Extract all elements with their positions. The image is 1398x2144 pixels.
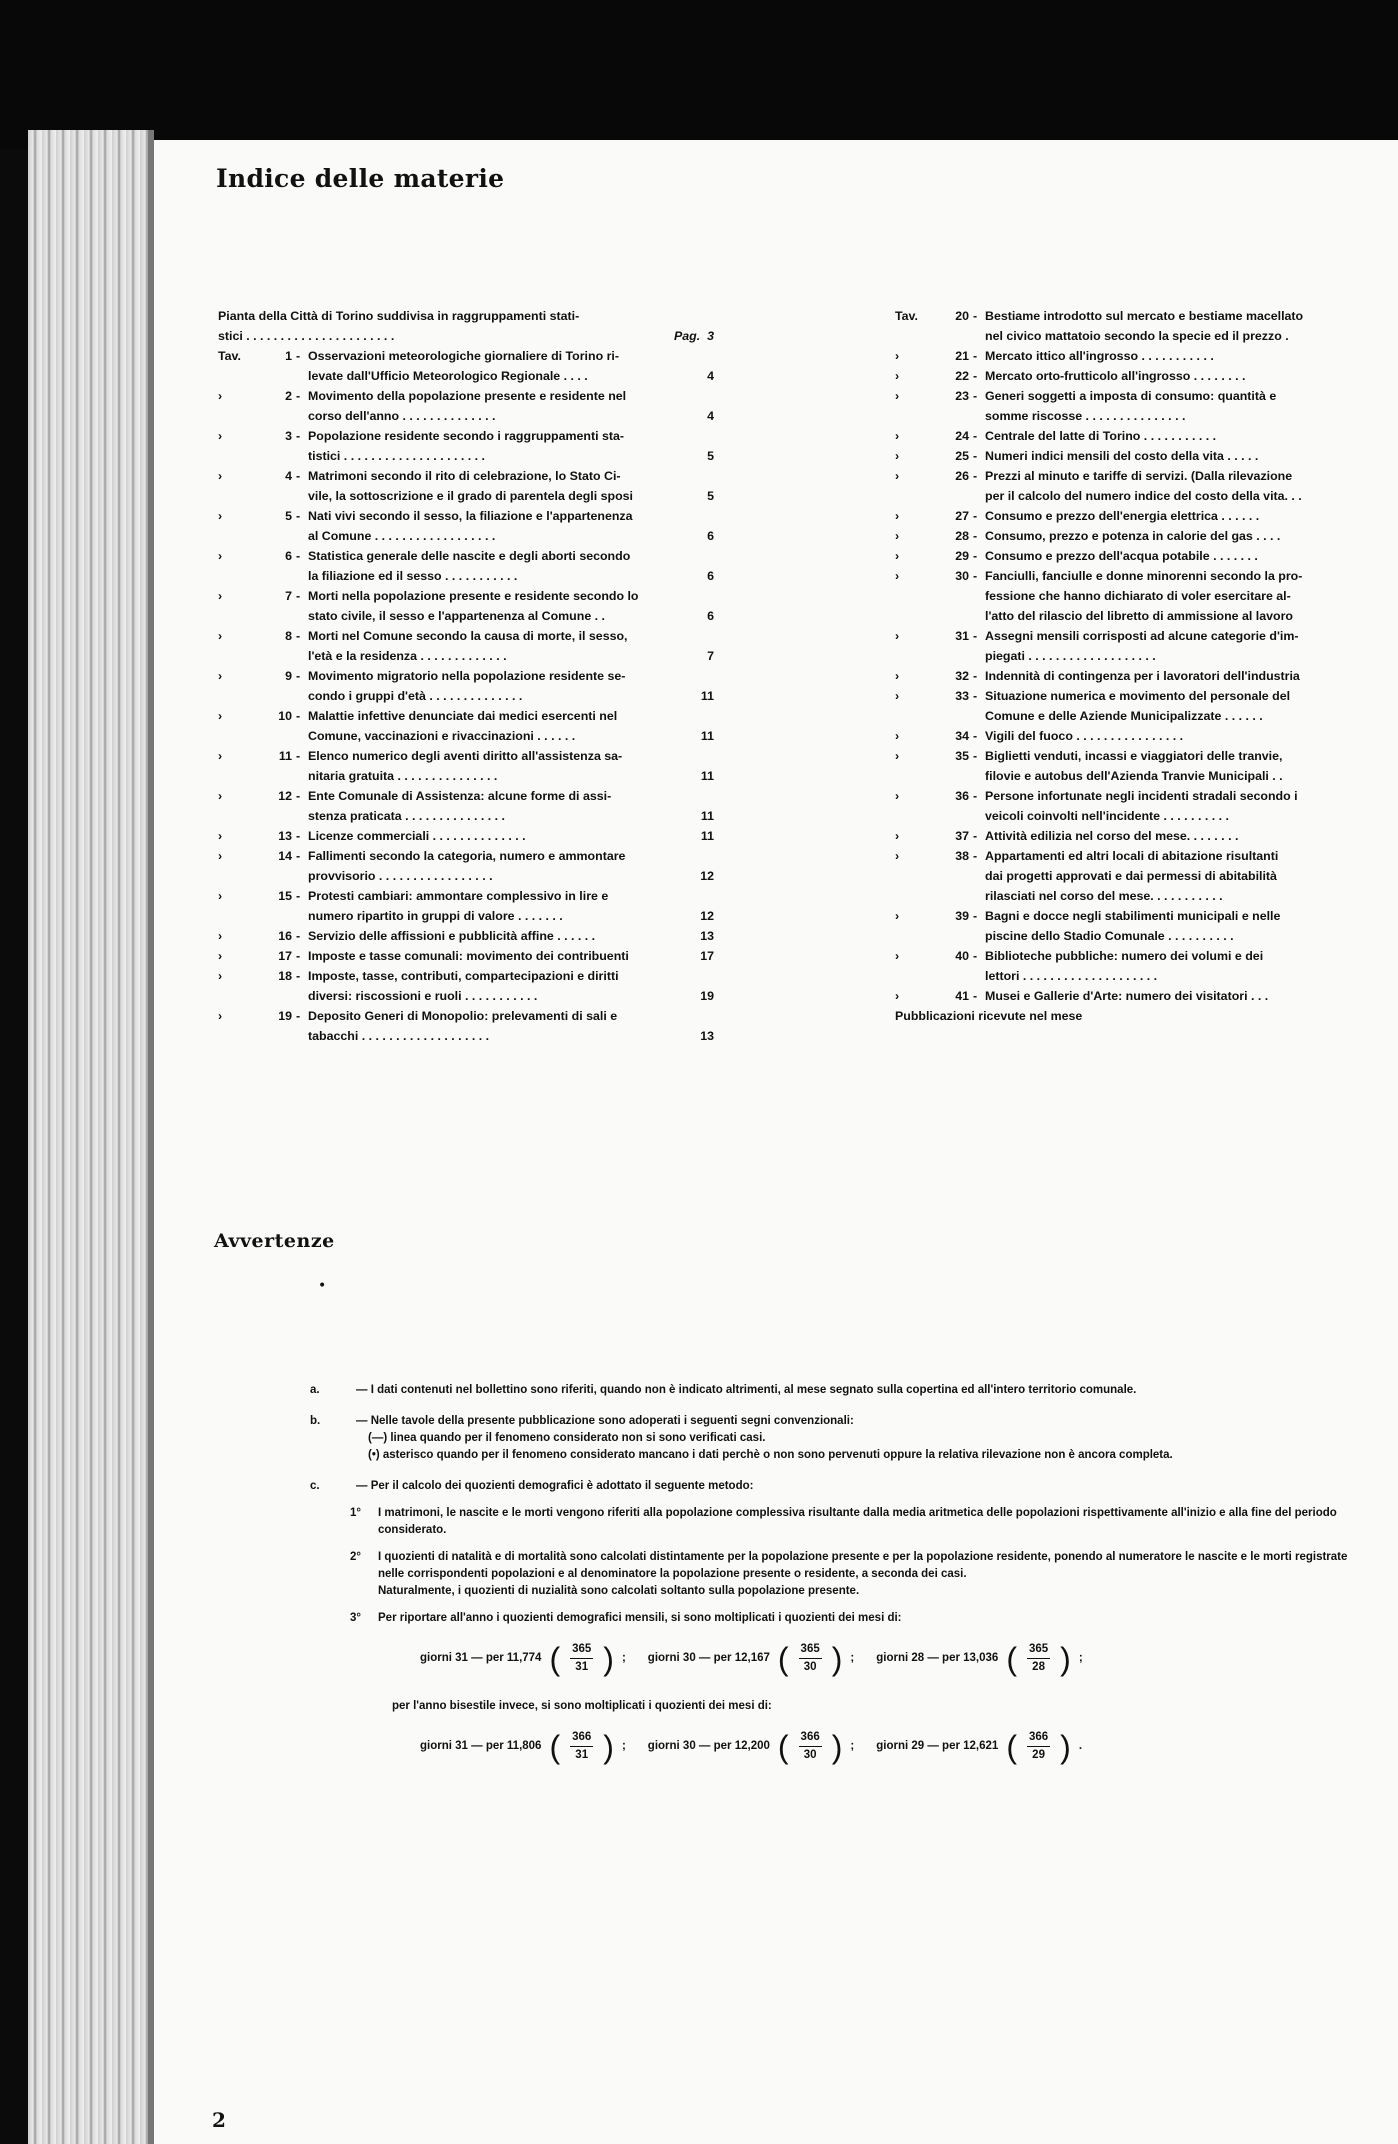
formula-fraction: $\frac{366}{31}$ — [572, 1731, 592, 1761]
formula-label: giorni 31 — per 11,774 — [420, 1652, 542, 1664]
toc-entry: › 5 - Nati vivi secondo il sesso, la filiazione e l'appartenenza al Comune . . . . . . . . . . . . . . . . . . 6 — [218, 506, 714, 546]
toc-tav-label: › — [895, 909, 900, 923]
toc-table-number: 10 — [278, 709, 292, 723]
toc-entry: › 37 - Attività edilizia nel corso del mese. . . . . . . . — [895, 826, 1398, 846]
toc-table-number: 13 — [278, 829, 292, 843]
toc-entry: › 11 - Elenco numerico degli aventi diritto all'assistenza sa- nitaria gratuita . . . . . . . . . . . . . . . 11 — [218, 746, 714, 786]
toc-table-number: 16 — [278, 929, 292, 943]
toc-entry-title: Imposte, tasse, contributi, compartecipazioni e diritti diversi: riscossioni e ruoli . . . . . . . . . . . — [308, 969, 619, 1003]
toc-tav-label: › — [895, 949, 900, 963]
toc-entry-title: Movimento della popolazione presente e residente nel corso dell'anno . . . . . . . . . . . . . . — [308, 389, 627, 423]
toc-table-number: 36 — [955, 789, 969, 803]
toc-table-number: 18 — [278, 969, 292, 983]
toc-right-column — [895, 306, 1398, 1026]
toc-tav-label: › — [218, 829, 223, 843]
toc-footer: Pubblicazioni ricevute nel mese — [895, 1009, 1083, 1023]
toc-entry: › 21 - Mercato ittico all'ingrosso . . . . . . . . . . . — [895, 346, 1398, 366]
toc-entry-title: Situazione numerica e movimento del personale del Comune e delle Aziende Municipalizzate . . . . . . — [985, 689, 1291, 723]
toc-entry: › 17 - Imposte e tasse comunali: movimento dei contribuenti 17 — [218, 946, 714, 966]
toc-entry: › 22 - Mercato orto-frutticolo all'ingrosso . . . . . . . . — [895, 366, 1398, 386]
toc-table-number: 24 — [955, 429, 969, 443]
toc-tav-label: › — [895, 509, 900, 523]
toc-entry-title: Nati vivi secondo il sesso, la filiazione e l'appartenenza al Comune . . . . . . . . . . . . . . . . . . — [308, 509, 633, 543]
avvertenze-title: Avvertenze — [214, 1230, 335, 1252]
toc-entry: › 28 - Consumo, prezzo e potenza in calorie del gas . . . . — [895, 526, 1398, 546]
toc-table-number: 14 — [278, 849, 292, 863]
toc-tav-label: › — [218, 549, 223, 563]
scan-dark-edge — [0, 0, 28, 2144]
toc-entry-title: Biglietti venduti, incassi e viaggiatori delle tranvie, filovie e autobus dell'Azienda Tranvie Municipali . . — [985, 749, 1283, 783]
toc-entry-title: Popolazione residente secondo i raggruppamenti sta- tistici . . . . . . . . . . . . . . . . . . . . . — [308, 429, 625, 463]
toc-table-number: 4 — [285, 469, 292, 483]
toc-table-number: 40 — [955, 949, 969, 963]
toc-table-number: 5 — [285, 509, 292, 523]
toc-entry: › 24 - Centrale del latte di Torino . . . . . . . . . . . — [895, 426, 1398, 446]
toc-entry: › 15 - Protesti cambiari: ammontare complessivo in lire e numero ripartito in gruppi di valore . . . . . . . 12 — [218, 886, 714, 926]
formula-label: giorni 29 — per 12,621 — [876, 1740, 999, 1752]
toc-entry-title: Assegni mensili corrisposti ad alcune categorie d'im- piegati . . . . . . . . . . . . . . . . . . . — [985, 629, 1299, 663]
toc-entry: › 4 - Matrimoni secondo il rito di celebrazione, lo Stato Ci- vile, la sottoscrizione e il grado di parentela degli sposi 5 — [218, 466, 714, 506]
toc-entry-title: Malattie infettive denunciate dai medici esercenti nel Comune, vaccinazioni e rivaccinazioni . . . . . . — [308, 709, 618, 743]
formula-label: giorni 30 — per 12,200 — [647, 1740, 770, 1752]
toc-page-number: 11 — [700, 729, 714, 743]
toc-entry: › 7 - Morti nella popolazione presente e residente secondo lo stato civile, il sesso e l'appartenenza al Comune . . 6 — [218, 586, 714, 626]
formula-label: giorni 30 — per 12,167 — [647, 1652, 770, 1664]
formula-label: giorni 31 — per 11,806 — [420, 1740, 542, 1752]
toc-tav-label: › — [218, 949, 223, 963]
toc-table-number: 37 — [955, 829, 969, 843]
toc-entry: › 38 - Appartamenti ed altri locali di abitazione risultanti dai progetti approvati e dai permessi di abitabilità rilasciati nel corso del mese. . . . . . . . . . . — [895, 846, 1398, 906]
toc-tav-label: › — [895, 449, 900, 463]
bisestile-note: per l'anno bisestile invece, si sono moltiplicati i quozienti dei mesi di: — [392, 1700, 772, 1712]
toc-table-number: 23 — [955, 389, 969, 403]
toc-entry: › 33 - Situazione numerica e movimento del personale del Comune e delle Aziende Municipalizzate . . . . . . — [895, 686, 1398, 726]
toc-entry: › 31 - Assegni mensili corrisposti ad alcune categorie d'im- piegati . . . . . . . . . . . . . . . . . . . — [895, 626, 1398, 666]
toc-entry-title: Consumo e prezzo dell'energia elettrica . . . . . . — [985, 509, 1260, 523]
toc-left-list — [218, 346, 714, 1046]
toc-entry: › 14 - Fallimenti secondo la categoria, numero e ammontare provvisorio . . . . . . . . . . . . . . . . . 12 — [218, 846, 714, 886]
toc-table-number: 2 — [285, 389, 292, 403]
toc-entry: › 8 - Morti nel Comune secondo la causa di morte, il sesso, l'età e la residenza . . . . . . . . . . . . . 7 — [218, 626, 714, 666]
toc-entry-title: Appartamenti ed altri locali di abitazione risultanti dai progetti approvati e dai permessi di abitabilità rilasciati nel corso del mese. . . . . . . . . . . — [985, 849, 1279, 903]
note-b: b. — Nelle tavole della presente pubblicazione sono adoperati i seguenti segni convenzionali: (—) linea quando per il fenomeno considerato non si sono verificati casi. (•) asterisco quando per il fenomeno considerato mancano i dati perchè o non sono pervenuti oppure la relativa rilevazione non è ancora completa. — [310, 1415, 1173, 1461]
toc-tav-label: › — [895, 629, 900, 643]
toc-table-number: 38 — [955, 849, 969, 863]
toc-entry-title: Imposte e tasse comunali: movimento dei contribuenti — [308, 949, 629, 963]
toc-entry-title: Fallimenti secondo la categoria, numero e ammontare provvisorio . . . . . . . . . . . . . . . . . — [308, 849, 626, 883]
page-number: 2 — [212, 2108, 226, 2132]
toc-entry: Tav. 20 - Bestiame introdotto sul mercato e bestiame macellato nel civico mattatoio secondo la specie ed il prezzo . — [895, 306, 1398, 346]
toc-table-number: 3 — [285, 429, 292, 443]
toc-right-list — [895, 306, 1398, 1006]
toc-entry: › 27 - Consumo e prezzo dell'energia elettrica . . . . . . — [895, 506, 1398, 526]
toc-entry-title: Licenze commerciali . . . . . . . . . . . . . . — [308, 829, 526, 843]
toc-tav-label: › — [218, 509, 223, 523]
note-c-point-2: 2° I quozienti di natalità e di mortalità sono calcolati distintamente per la popolazione presente e per la popolazione residente, ponendo al numeratore le nascite e le morti registrate nelle corrispondenti popolazioni e al denominatore la popolazione presente o residente, a seconda dei casi. Naturalmente, i quozienti di nuzialità sono calcolati soltanto sulla popolazione presente. — [350, 1551, 1348, 1597]
formula-leap-year: giorni 31 — per 11,806 ( $\frac{366}{31}$ ) ; giorni 30 — per 12,200 ( $\frac{366}{30}$ ) ; giorni 29 — per 12,621 ( $\frac{366}{29}$ ) . — [420, 1728, 1083, 1765]
toc-entry-title: Statistica generale delle nascite e degli aborti secondo la filiazione ed il sesso . . . . . . . . . . . — [308, 549, 631, 583]
toc-table-number: 7 — [285, 589, 292, 603]
toc-page-number: 5 — [707, 489, 714, 503]
avvertenze-notes — [310, 1382, 1350, 1792]
toc-entry: › 2 - Movimento della popolazione presente e residente nel corso dell'anno . . . . . . . . . . . . . . 4 — [218, 386, 714, 426]
toc-tav-label: › — [895, 349, 900, 363]
toc-page-number: 6 — [707, 609, 714, 623]
toc-tav-label: › — [218, 1009, 223, 1023]
toc-table-number: 32 — [955, 669, 969, 683]
toc-table-number: 34 — [955, 729, 969, 743]
toc-page-number: 17 — [700, 949, 714, 963]
toc-page-number: 13 — [700, 929, 714, 943]
formula-normal-year: giorni 31 — per 11,774 ( $\frac{365}{31}$ ) ; giorni 30 — per 12,167 ( $\frac{365}{30}$ ) ; giorni 28 — per 13,036 ( $\frac{365}{28}$ ) ; — [420, 1640, 1083, 1677]
toc-tav-label: › — [895, 829, 900, 843]
toc-page-number: 11 — [700, 829, 714, 843]
toc-entry: › 36 - Persone infortunate negli incidenti stradali secondo i veicoli coinvolti nell'incidente . . . . . . . . . . — [895, 786, 1398, 826]
toc-tav-label: › — [218, 589, 223, 603]
toc-entry-title: Numeri indici mensili del costo della vita . . . . . — [985, 449, 1259, 463]
toc-entry: › 10 - Malattie infettive denunciate dai medici esercenti nel Comune, vaccinazioni e rivaccinazioni . . . . . . 11 — [218, 706, 714, 746]
toc-table-number: 29 — [955, 549, 969, 563]
toc-entry: › 18 - Imposte, tasse, contributi, compartecipazioni e diritti diversi: riscossioni e ruoli . . . . . . . . . . . 19 — [218, 966, 714, 1006]
bullet-dot: • — [318, 1278, 327, 1294]
toc-table-number: 39 — [955, 909, 969, 923]
toc-entry: › 3 - Popolazione residente secondo i raggruppamenti sta- tistici . . . . . . . . . . . . . . . . . . . . . 5 — [218, 426, 714, 466]
toc-page-number: 4 — [707, 369, 714, 383]
toc-left-column — [218, 306, 714, 1046]
toc-entry-title: Bagni e docce negli stabilimenti municipali e nelle piscine dello Stadio Comunale . . . . . . . . . . — [985, 909, 1281, 943]
toc-entry-title: Persone infortunate negli incidenti stradali secondo i veicoli coinvolti nell'incidente . . . . . . . . . . — [985, 789, 1298, 823]
note-c-point-1: 1° I matrimoni, le nascite e le morti vengono riferiti alla popolazione complessiva risultante dalla media aritmetica delle popolazioni rispettivamente all'inizio e alla fine del periodo considerato. — [350, 1507, 1337, 1536]
formula-label: giorni 28 — per 13,036 — [876, 1652, 999, 1664]
toc-table-number: 21 — [955, 349, 969, 363]
toc-entry-title: Consumo, prezzo e potenza in calorie del gas . . . . — [985, 529, 1281, 543]
toc-entry: › 41 - Musei e Gallerie d'Arte: numero dei visitatori . . . — [895, 986, 1398, 1006]
toc-entry: › 34 - Vigili del fuoco . . . . . . . . . . . . . . . . — [895, 726, 1398, 746]
toc-entry-title: Fanciulli, fanciulle e donne minorenni secondo la pro- fessione che hanno dichiarato di voler esercitare al- l'atto del rilascio del libretto di ammissione al lavoro — [985, 569, 1303, 623]
toc-table-number: 11 — [278, 749, 292, 763]
toc-table-number: 22 — [955, 369, 969, 383]
toc-entry: › 30 - Fanciulli, fanciulle e donne minorenni secondo la pro- fessione che hanno dichiarato di voler esercitare al- l'atto del rilascio del libretto di ammissione al lavoro — [895, 566, 1398, 626]
toc-page-number: 13 — [700, 1029, 714, 1043]
toc-tav-label: › — [218, 929, 223, 943]
toc-tav-label: › — [895, 529, 900, 543]
toc-entry: › 35 - Biglietti venduti, incassi e viaggiatori delle tranvie, filovie e autobus dell'Azienda Tranvie Municipali . . — [895, 746, 1398, 786]
page-stack-edges — [28, 130, 148, 2144]
toc-tav-label: › — [218, 849, 223, 863]
toc-entry-title: Movimento migratorio nella popolazione residente se- condo i gruppi d'età . . . . . . . . . . . . . . — [308, 669, 626, 703]
toc-entry-title: Protesti cambiari: ammontare complessivo in lire e numero ripartito in gruppi di valore . . . . . . . — [308, 889, 609, 923]
toc-tav-label: › — [218, 389, 223, 403]
toc-table-number: 8 — [285, 629, 292, 643]
toc-entry-title: Bestiame introdotto sul mercato e bestiame macellato nel civico mattatoio secondo la specie ed il prezzo . — [985, 309, 1304, 343]
toc-tav-label: › — [218, 469, 223, 483]
toc-page-number: 11 — [700, 809, 714, 823]
toc-entry-title: Musei e Gallerie d'Arte: numero dei visitatori . . . — [985, 989, 1269, 1003]
scan-dark-border — [0, 0, 1398, 150]
toc-tav-label: › — [895, 549, 900, 563]
toc-entry-title: Morti nella popolazione presente e residente secondo lo stato civile, il sesso e l'appartenenza al Comune . . — [308, 589, 639, 623]
toc-entry-title: Attività edilizia nel corso del mese. . . . . . . . — [985, 829, 1239, 843]
toc-entry-title: Mercato ittico all'ingrosso . . . . . . . . . . . — [985, 349, 1214, 363]
toc-entry-title: Elenco numerico degli aventi diritto all'assistenza sa- nitaria gratuita . . . . . . . . . . . . . . . — [308, 749, 623, 783]
toc-entry-title: Osservazioni meteorologiche giornaliere di Torino ri- levate dall'Ufficio Meteorologico Regionale . . . . — [308, 349, 619, 383]
toc-entry-title: Prezzi al minuto e tariffe di servizi. (Dalla rilevazione per il calcolo del numero indice del costo della vita. . . — [985, 469, 1302, 503]
toc-entry: › 6 - Statistica generale delle nascite e degli aborti secondo la filiazione ed il sesso . . . . . . . . . . . 6 — [218, 546, 714, 586]
toc-entry-title: Mercato orto-frutticolo all'ingrosso . . . . . . . . — [985, 369, 1246, 383]
toc-entry: › 25 - Numeri indici mensili del costo della vita . . . . . — [895, 446, 1398, 466]
toc-table-number: 15 — [278, 889, 292, 903]
toc-table-number: 19 — [278, 1009, 292, 1023]
formula-fraction: $\frac{365}{31}$ — [572, 1643, 592, 1673]
toc-footer-row — [895, 1006, 1398, 1026]
toc-table-number: 1 — [285, 349, 292, 363]
toc-entry: › 40 - Biblioteche pubbliche: numero dei volumi e dei lettori . . . . . . . . . . . . . . . . . . . . — [895, 946, 1398, 986]
toc-entry: › 19 - Deposito Generi di Monopolio: prelevamenti di sali e tabacchi . . . . . . . . . . . . . . . . . . . 13 — [218, 1006, 714, 1046]
toc-entry-title: Consumo e prezzo dell'acqua potabile . . . . . . . — [985, 549, 1258, 563]
toc-entry-title: Vigili del fuoco . . . . . . . . . . . . . . . . — [985, 729, 1184, 743]
toc-entry: › 9 - Movimento migratorio nella popolazione residente se- condo i gruppi d'età . . . . . . . . . . . . . . 11 — [218, 666, 714, 706]
toc-page-number: 12 — [700, 869, 714, 883]
toc-tav-label: › — [895, 989, 900, 1003]
toc-page-number: 11 — [700, 769, 714, 783]
toc-intro-row — [218, 306, 714, 346]
formula-fraction: $\frac{366}{29}$ — [1028, 1731, 1049, 1761]
toc-page-number: 4 — [707, 409, 714, 423]
toc-entry-title: Generi soggetti a imposta di consumo: quantità e somme riscosse . . . . . . . . . . . . . . . — [985, 389, 1277, 423]
toc-table-number: 33 — [955, 689, 969, 703]
toc-entry: Tav. 1 - Osservazioni meteorologiche giornaliere di Torino ri- levate dall'Ufficio Meteorologico Regionale . . . . 4 — [218, 346, 714, 386]
toc-tav-label: › — [895, 849, 900, 863]
toc-table-number: 35 — [955, 749, 969, 763]
toc-tav-label: › — [895, 469, 900, 483]
toc-tav-label: › — [895, 729, 900, 743]
toc-page-number: 5 — [707, 449, 714, 463]
toc-page-number: 19 — [700, 989, 714, 1003]
toc-table-number: 26 — [955, 469, 969, 483]
toc-tav-label: › — [895, 689, 900, 703]
toc-table-number: 27 — [955, 509, 969, 523]
toc-tav-label: › — [218, 889, 223, 903]
toc-table-number: 31 — [955, 629, 969, 643]
toc-page-number: 6 — [707, 529, 714, 543]
toc-tav-label: › — [218, 969, 223, 983]
toc-table-number: 20 — [955, 309, 969, 323]
toc-tav-label: › — [895, 569, 900, 583]
toc-entry-title: Indennità di contingenza per i lavoratori dell'industria — [985, 669, 1300, 683]
page-title: Indice delle materie — [216, 164, 505, 193]
toc-entry-title: Biblioteche pubbliche: numero dei volumi e dei lettori . . . . . . . . . . . . . . . . . . . . — [985, 949, 1264, 983]
toc-table-number: 41 — [955, 989, 969, 1003]
toc-tav-label: › — [895, 369, 900, 383]
toc-page-number: 11 — [700, 689, 714, 703]
toc-entry: › 26 - Prezzi al minuto e tariffe di servizi. (Dalla rilevazione per il calcolo del numero indice del costo della vita. . . — [895, 466, 1398, 506]
toc-tav-label: › — [895, 389, 900, 403]
toc-pag-label: Pag. 3 — [674, 329, 714, 343]
toc-intro-text: Pianta della Città di Torino suddivisa in raggruppamenti stati- stici . . . . . . . . . . . . . . . . . . . . . . — [218, 309, 580, 343]
toc-entry: › 32 - Indennità di contingenza per i lavoratori dell'industria — [895, 666, 1398, 686]
formula-fraction: $\frac{365}{30}$ — [800, 1643, 820, 1673]
toc-entry-title: Morti nel Comune secondo la causa di morte, il sesso, l'età e la residenza . . . . . . . . . . . . . — [308, 629, 628, 663]
toc-table-number: 25 — [955, 449, 969, 463]
toc-tav-label: › — [218, 429, 223, 443]
note-c-point-3: 3° Per riportare all'anno i quozienti demografici mensili, si sono moltiplicati i quozienti dei mesi di: — [350, 1612, 902, 1624]
toc-table-number: 30 — [955, 569, 969, 583]
formula-fraction: $\frac{366}{30}$ — [800, 1731, 820, 1761]
toc-entry: › 12 - Ente Comunale di Assistenza: alcune forme di assi- stenza praticata . . . . . . . . . . . . . . . 11 — [218, 786, 714, 826]
toc-tav-label: › — [895, 429, 900, 443]
toc-entry-title: Servizio delle affissioni e pubblicità affine . . . . . . — [308, 929, 596, 943]
toc-tav-label: Tav. — [895, 309, 918, 323]
toc-tav-label: › — [218, 709, 223, 723]
toc-entry: › 23 - Generi soggetti a imposta di consumo: quantità e somme riscosse . . . . . . . . . . . . . . . — [895, 386, 1398, 426]
toc-tav-label: › — [218, 749, 223, 763]
toc-tav-label: › — [895, 669, 900, 683]
toc-table-number: 12 — [278, 789, 292, 803]
toc-table-number: 6 — [285, 549, 292, 563]
toc-entry: › 39 - Bagni e docce negli stabilimenti municipali e nelle piscine dello Stadio Comunale . . . . . . . . . . — [895, 906, 1398, 946]
formula-fraction: $\frac{365}{28}$ — [1028, 1643, 1049, 1673]
toc-entry: › 29 - Consumo e prezzo dell'acqua potabile . . . . . . . — [895, 546, 1398, 566]
toc-entry-title: Ente Comunale di Assistenza: alcune forme di assi- stenza praticata . . . . . . . . . . . . . . . — [308, 789, 612, 823]
toc-entry-title: Matrimoni secondo il rito di celebrazione, lo Stato Ci- vile, la sottoscrizione e il grado di parentela degli sposi — [308, 469, 633, 503]
toc-page-number: 7 — [707, 649, 714, 663]
toc-tav-label: › — [895, 749, 900, 763]
toc-entry-title: Centrale del latte di Torino . . . . . . . . . . . — [985, 429, 1217, 443]
toc-tav-label: › — [218, 669, 223, 683]
note-a: a. — I dati contenuti nel bollettino sono riferiti, quando non è indicato altrimenti, al mese segnato sulla copertina ed all'intero territorio comunale. — [310, 1384, 1137, 1396]
toc-entry-title: Deposito Generi di Monopolio: prelevamenti di sali e tabacchi . . . . . . . . . . . . . . . . . . . — [308, 1009, 618, 1043]
toc-page-number: 12 — [700, 909, 714, 923]
toc-tav-label: › — [218, 629, 223, 643]
note-c: c. — Per il calcolo dei quozienti demografici è adottato il seguente metodo: 1° I matrimoni, le nascite e le morti vengono riferiti alla popolazione complessiva risultante dalla media aritmetica delle popolazioni rispettivamente all'inizio e alla fine del periodo considerato. 2° I quozienti di natalità e di mortalità sono calcolati distintamente per la popolazione presente e per la popolazione residente, ponendo al numeratore le nascite e le morti registrate nelle corrispondenti popolazioni e al denominatore la popolazione presente o residente, a seconda dei casi. Naturalmente, i quozienti di nuzialità sono calcolati soltanto sulla popolazione presente. 3° Per riportare all'anno i quozienti demografici mensili, si sono moltiplicati i quozienti dei mesi di: giorni 31 — per 11,774 ( $\frac{365}{31}$ ) ; giorni 30 — per 12,167 ( $\frac{365}{30}$ ) ; giorni 28 — per 13,036 ( $\frac{365}{28}$ ) ; per l'anno bisestile invece, si sono moltiplicati i quozienti dei mesi di: giorni 31 — per 11,806 ( $\frac{366}{31}$ ) ; giorni 30 — per 12,200 ( $\frac{366}{30}$ ) ; giorni 29 — per 12,621 ( $\frac{366}{29}$ ) . — [310, 1478, 1350, 1778]
toc-entry: › 16 - Servizio delle affissioni e pubblicità affine . . . . . . 13 — [218, 926, 714, 946]
toc-table-number: 28 — [955, 529, 969, 543]
toc-tav-label: Tav. — [218, 349, 241, 363]
toc-table-number: 9 — [285, 669, 292, 683]
toc-tav-label: › — [895, 789, 900, 803]
toc-tav-label: › — [218, 789, 223, 803]
toc-entry: › 13 - Licenze commerciali . . . . . . . . . . . . . . 11 — [218, 826, 714, 846]
toc-table-number: 17 — [278, 949, 292, 963]
toc-page-number: 6 — [707, 569, 714, 583]
